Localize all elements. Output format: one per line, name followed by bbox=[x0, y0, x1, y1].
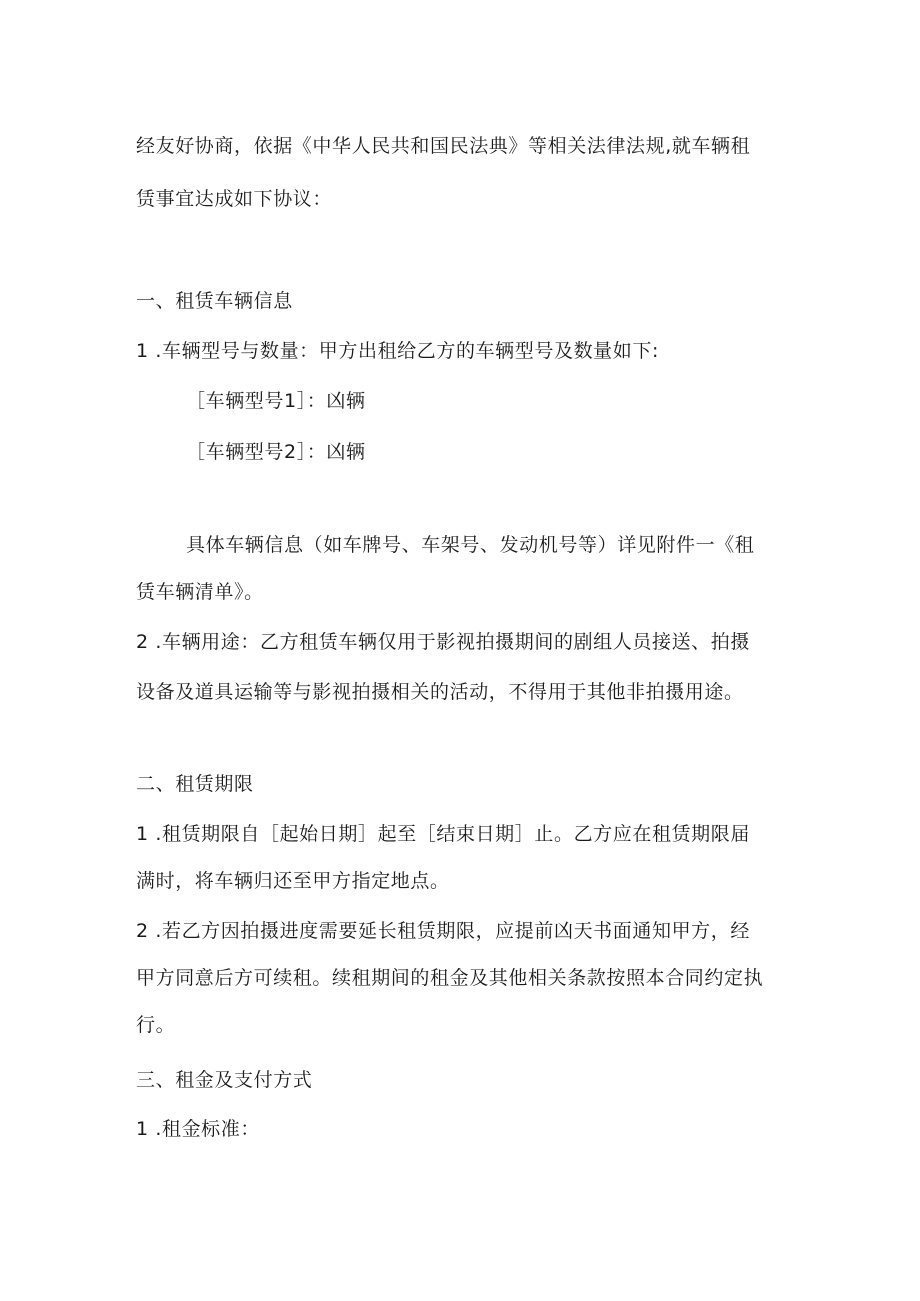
section-2-item-1-line-1: 1 .租赁期限自［起始日期］起至［结束日期］止。乙方应在租赁期限届 bbox=[136, 823, 750, 845]
vehicle-details-line-2: 赁车辆清单》。 bbox=[136, 581, 264, 603]
vehicle-details-line-1: 具体车辆信息（如车牌号、车架号、发动机号等）详见附件一《租 bbox=[186, 534, 755, 556]
section-2-item-2-line-3: 行。 bbox=[136, 1014, 176, 1036]
section-3-heading: 三、租金及支付方式 bbox=[136, 1069, 313, 1091]
vehicle-model-1: ［车辆型号1］：凶辆 bbox=[186, 390, 366, 412]
intro-line-1: 经友好协商，依据《中华人民共和国民法典》等相关法律法规,就车辆租 bbox=[136, 135, 751, 157]
section-2-item-2-line-2: 甲方同意后方可续租。续租期间的租金及其他相关条款按照本合同约定执 bbox=[136, 967, 764, 989]
vehicle-model-2: ［车辆型号2］：凶辆 bbox=[186, 441, 366, 463]
section-1-item-1: 1 .车辆型号与数量：甲方出租给乙方的车辆型号及数量如下: bbox=[136, 340, 659, 362]
section-2-item-1-line-2: 满时，将车辆归还至甲方指定地点。 bbox=[136, 870, 450, 892]
intro-line-2: 赁事宜达成如下协议： bbox=[136, 188, 333, 210]
section-3-item-1: 1 .租金标准： bbox=[136, 1118, 260, 1140]
section-1-item-2-line-2: 设备及道具运输等与影视拍摄相关的活动，不得用于其他非拍摄用途。 bbox=[136, 681, 744, 703]
section-2-heading: 二、租赁期限 bbox=[136, 773, 254, 795]
section-1-heading: 一、租赁车辆信息 bbox=[136, 290, 293, 312]
section-2-item-2-line-1: 2 .若乙方因拍摄进度需要延长租赁期限，应提前凶天书面通知甲方，经 bbox=[136, 920, 750, 942]
section-1-item-2-line-1: 2 .车辆用途：乙方租赁车辆仅用于影视拍摄期间的剧组人员接送、拍摄 bbox=[136, 631, 750, 653]
